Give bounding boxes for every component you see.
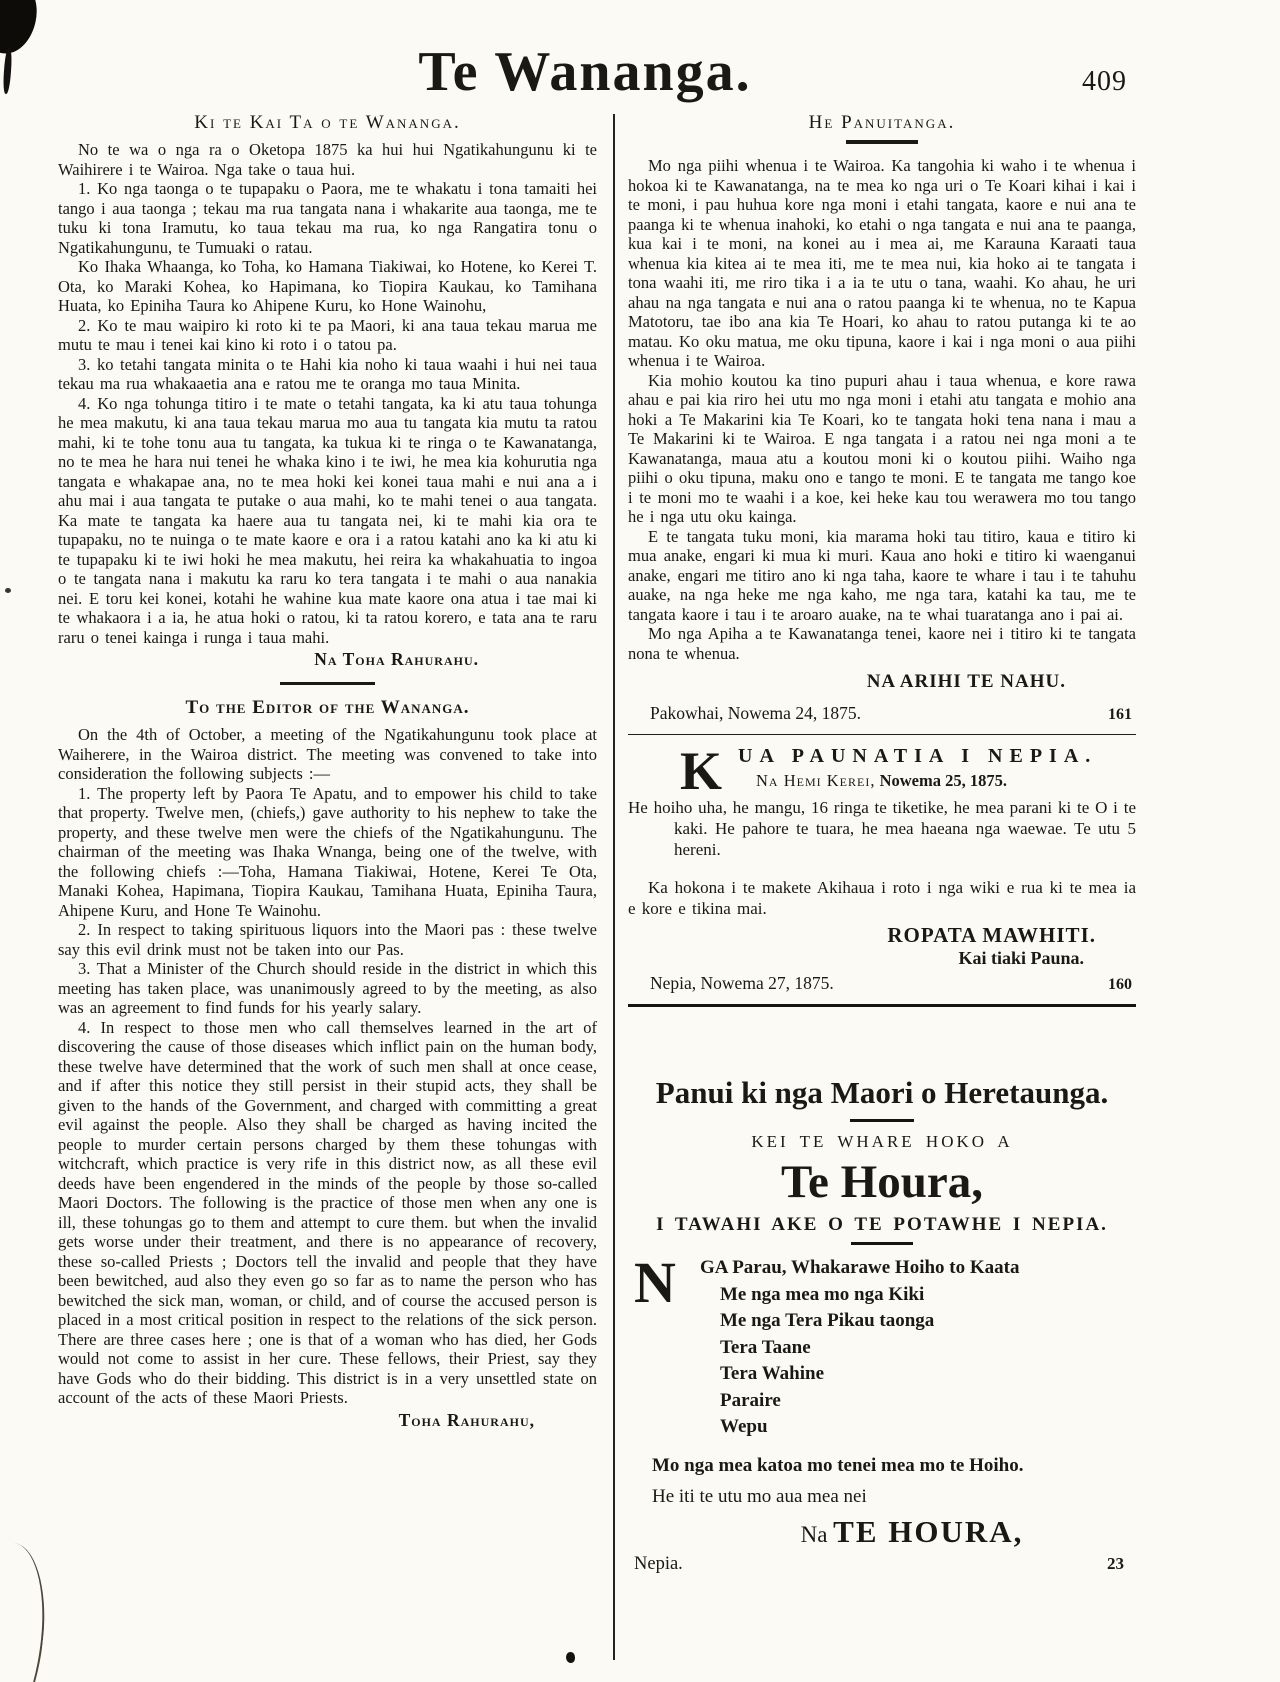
section-rule-heavy [628, 1004, 1136, 1007]
paragraph: No te wa o nga ra o Oketopa 1875 ka hui hui Ngatikahungunu ki te Waihirere i te Wairoa. Nga take o taua hui. [58, 140, 597, 179]
heading-rule [850, 1119, 914, 1122]
notice-byline [756, 771, 1136, 791]
list-item: GA Parau, Whakarawe Hoiho to Kaata [700, 1257, 1020, 1278]
notice-horse-pound [628, 741, 1136, 1007]
dropcap-initial: K [680, 741, 723, 801]
advert-subheading: I TAWAHI AKE O TE POTAWHE I NEPIA. [656, 1214, 1108, 1235]
signature: NA ARIHI TE NAHU. [866, 671, 1066, 692]
list-item: Wepu [720, 1416, 768, 1437]
paragraph: 1. The property left by Paora Te Apatu, and to empower his child to take that property. Twelve men, (chiefs,) gave authority to his nephew to take the property, and these twelve men were the chiefs of the Ngatikahungunu. The chairman of the meeting was Ihaka Wnanga, being one of the twelve, with the following chiefs :—Toha, Hamana Tiakiwai, Hotene, Kerei Te Ota, Manaki Kohea, Hapimana, Tiopira Kaukau, Tamihana Huata, Epiniha Taura, Ahipene Kuru, and Hone Te Wainohu. [58, 783, 597, 920]
signature-role: Kai tiaki Pauna. [958, 948, 1084, 968]
reference-number: 161 [1108, 706, 1132, 723]
advert-signature [628, 1514, 1136, 1550]
reference-number: 160 [1108, 976, 1132, 993]
section-rule [280, 682, 375, 685]
heading-rule [851, 1242, 913, 1245]
paragraph: Mo nga Apiha a te Kawanatanga tenei, kaore nei i titiro ki te tangata nona te whenua. [628, 624, 1136, 663]
column-divider-rule [613, 114, 615, 1660]
paragraph: Kia mohio koutou ka tino pupuri ahau i taua whenua, e kore rawa ahau e pai kia riro hei utu mo nga moni i etahi atu tangata e mohio ana hoki a Te Makarini kia Te Koari, ko te tangata hoki tena nana i mau a Te Makarini ki te Wairoa. E nga tangata i a ratou nei nga moni a te Kawanatanga, maua atu a koutou moni ki o koutou piihi. Waiho nga piihi o oku tipuna, maku ono e tango te moni. E te tangata me tango koe i te moni mo te waahi i a koe, kei heke kau tou werawera mo tou tango he i nga utu oku kainga. [628, 370, 1136, 526]
right-column [628, 112, 1136, 1575]
list-item: Tera Taane [720, 1336, 811, 1358]
ink-speck-artifact [566, 1652, 575, 1663]
advert-subheading: KEI TE WHARE HOKO A [751, 1132, 1013, 1151]
paragraph: 2. In respect to taking spirituous liquors into the Maori pas : these twelve say this evil drink must not be taken into our Pas. [58, 920, 597, 959]
signature: Toha Rahurahu, [398, 1409, 535, 1430]
heading-rule [846, 140, 918, 144]
reference-number: 23 [1107, 1553, 1124, 1573]
paragraph: Ko Ihaka Whaanga, ko Toha, ko Hamana Tiakiwai, ko Hotene, ko Kerei T. Ota, ko Maraki Kohea, ko Hapimana, ko Tiopira Kaukau, ko Tamihana Huata, ko Epiniha Taura ko Ahipene Kuru, ko Hone Wainohu, [58, 257, 597, 315]
advert-line: Mo nga mea katoa mo tenei mea mo te Hoiho. [652, 1454, 1024, 1476]
signature-prefix: Na [800, 1521, 834, 1547]
list-item: Tera Wahine [720, 1363, 824, 1384]
masthead-title: Te Wananga. [418, 41, 752, 103]
advert-goods-list [628, 1250, 1136, 1441]
article-heading: He Panuitanga. [808, 112, 956, 133]
paragraph: 2. Ko te mau waipiro ki roto ki te pa Maori, ki ana taua tekau marua me mutu te mau i tenei kai kino ki roto i o tatou pa. [58, 315, 597, 354]
dateline-row [628, 973, 1136, 994]
paragraph: 4. Ko nga tohunga titiro i te mate o tetahi tangata, ka ki atu taua tohunga he mea makutu, ki ana taua tekau marua mo aua tu tangata kia mutu ta ratou mahi, ki te tohe tonu aua tu tangata, ka tukua ki te ringa o te Kawanatanga, no te mea he hara nui tenei he whaka kino i te iwi, he mea kia kohurutia nga tangata e whakapae ana, no te mea hoki kei konei taua mahi e nui ana a i ahu mai i aua tangata te putake o aua mahi, ko te mahi tenei o aua tangata. Ka mate te tangata ka haere aua tu tangata nei, ki te mahi kia ora te tupapaku, no te nuinga o te mate kaore e ora i a ratou katahi ano ka ki atu ki te tupapaku ki te iwi hoki he mea makutu, hei reira ka whakahuatia to ingoa o te tangata nana i makutu ka raru ko tera tangata i te mahi o aua nanakia nei. E toru kei konei, kotahi he wahine kua mate kaore ona atua i tae mai ki te whakaora i a ia, he atua hoki o ratou, ki ta ratou korero, e tata ana te raru raru o tenei kainga i runga i taua mahi. [58, 393, 597, 647]
ink-speck-artifact [5, 588, 11, 593]
dateline: Pakowhai, Nowema 24, 1875. [650, 703, 861, 723]
advert-store-name: Te Houra, [781, 1156, 983, 1208]
advert-line: He iti te utu mo aua mea nei [652, 1485, 867, 1507]
dropcap-initial: N [634, 1250, 676, 1315]
byline-name: Na Hemi Kerei, [756, 771, 876, 790]
page-curl-artifact [0, 1538, 53, 1682]
list-item: Me nga mea mo nga Kiki [720, 1283, 925, 1305]
advert-footer [628, 1554, 1136, 1575]
paragraph: 3. That a Minister of the Church should reside in the district in which this meeting has taken place, was unanimously agreed to by the meeting, as also was an agreement to find funds for his yearly salary. [58, 959, 597, 1017]
paragraph: Mo nga piihi whenua i te Wairoa. Ka tangohia ki waho i te whenua i hokoa ki te Kawanatanga, na te mea ko nga uri o Te Koari kihai i kai i te moni, i pau huhua kore nga moni i etahi tangata, kaore e nui ana te paanga ki te whenua inahoki, ko etahi o nga tangata e nui ana te paanga, kua kai i te moni, na konei au i mea ai, me Karauna Karaati taua whenua kia kitea ai te mea iti, me te mea nui, kia hoko ai te tangata i tona waahi iti, me riro tika i a ia te utu o tana, waahi. Ko ahau, he uri ahau na nga tangata e nui ana o ratou paanga ki te whenua, no te Kapua Matotoru, tae ibo ana kia Te Hoari, ko ahau to ratou putanga ki te ao matau. Ko oku matua, me oku tipuna, kaore i kai i nga moni o aua piihi whenua i te Wairoa. [628, 156, 1136, 370]
byline-date: Nowema 25, 1875. [875, 771, 1007, 790]
paragraph: E te tangata tuku moni, kia marama hoki tau titiro, kaua e titiro ki mua anake, engari ki mua ki muri. Kaua ano hoki e titiro ki waenganui anake, engari me titiro ano ki nga taha, kaore te whare i tau i te tahuhu auake, na nga heke me nga kaho, me nga tara, katahi ka tau, me te tangata kaore i tau i te aroaro auake, na te whai tuaratanga ano i pai ai. [628, 526, 1136, 624]
paragraph: 1. Ko nga taonga o te tupapaku o Paora, me te whakatu i tona tamaiti hei tango i aua taonga ; tekau ma rua tangata nana i whakarite aua taonga, me te tuku ki tona Iramutu, ko taua tekau ma rua, ko nga Rangatira tonu o Ngatikahungunu, te Tumuaki o ratau. [58, 179, 597, 257]
paragraph: 4. In respect to those men who call themselves learned in the art of discovering the cause of those diseases which inflict pain on the human body, these twelve have determined that the work of such men shall at once cease, and if after this notice they still persist in their stupid acts, they shall be given to the hands of the Government, and charged with committing a great evil against the people. Also they shall be charged as having incited the people to murder certain persons charged by them these tohungas with witchcraft, which practice is very rife in this district now, as all these evil deeds have been engendered in the minds of the people by those so-called Maori Doctors. The following is the practice of those men when any one is ill, these tohungas go to them and attempt to cure them. but when the invalid gets worse under their treatment, and there is no appearance of recovery, these so-called Priests ; Doctors tell the invalid and people that they have been bewitched, aud also they even go so far as to name the person who has bewitched the sick man, woman, or child, and of course the accused person is placed in a most critical position in respect to the relations of the sick person. There are three cases here ; one is that of a woman who has died, her Gods would not come to assist in her cure. These fellows, their Priest, say they have Gods who do their bidding. This district is in a very unsettled state on account of the acts of these Maori Priests. [58, 1017, 597, 1407]
article-heading: Ki te Kai Ta o te Wananga. [194, 112, 461, 133]
article-panuitanga [628, 112, 1136, 735]
article-letter-english [58, 697, 597, 1431]
notice-heading: UA PAUNATIA I NEPIA. [738, 745, 1098, 767]
dateline-row [628, 703, 1136, 724]
paragraph: Ka hokona i te makete Akihaua i roto i nga wiki e rua ki te mea ia e kore e tikina mai. [628, 878, 1136, 918]
section-rule [628, 734, 1136, 735]
signature: Na Toha Rahurahu. [314, 649, 479, 669]
list-item: Me nga Tera Pikau taonga [720, 1310, 935, 1331]
signature: ROPATA MAWHITI. [887, 923, 1096, 947]
dateline: Nepia, Nowema 27, 1875. [650, 973, 834, 993]
paragraph: 3. ko tetahi tangata minita o te Hahi kia noho ki taua waahi i hui nei taua tekau ma rua whakaaetia ana e ratou me te oranga mo taua Minita. [58, 354, 597, 393]
paragraph: On the 4th of October, a meeting of the Ngatikahungunu took place at Waiherere, in the Wairoa district. The meeting was convened to take into consideration the following subjects :— [58, 725, 597, 783]
advert-heading: Panui ki nga Maori o Heretaunga. [655, 1075, 1109, 1110]
place: Nepia. [634, 1553, 683, 1574]
article-letter-maori [58, 112, 597, 670]
paragraph: He hoiho uha, he mangu, 16 ringa te tiketike, he mea parani ki te O i te kaki. He pahore te tuara, he mea haeana nga waewae. Te utu 5 hereni. [628, 798, 1136, 859]
list-item: Paraire [720, 1389, 781, 1411]
article-heading: To the Editor of the Wananga. [185, 697, 470, 718]
signature-name: TE HOURA, [833, 1513, 1024, 1549]
page-number: 409 [1082, 66, 1127, 97]
left-column [58, 112, 597, 1431]
advert-te-houra [628, 1075, 1136, 1575]
